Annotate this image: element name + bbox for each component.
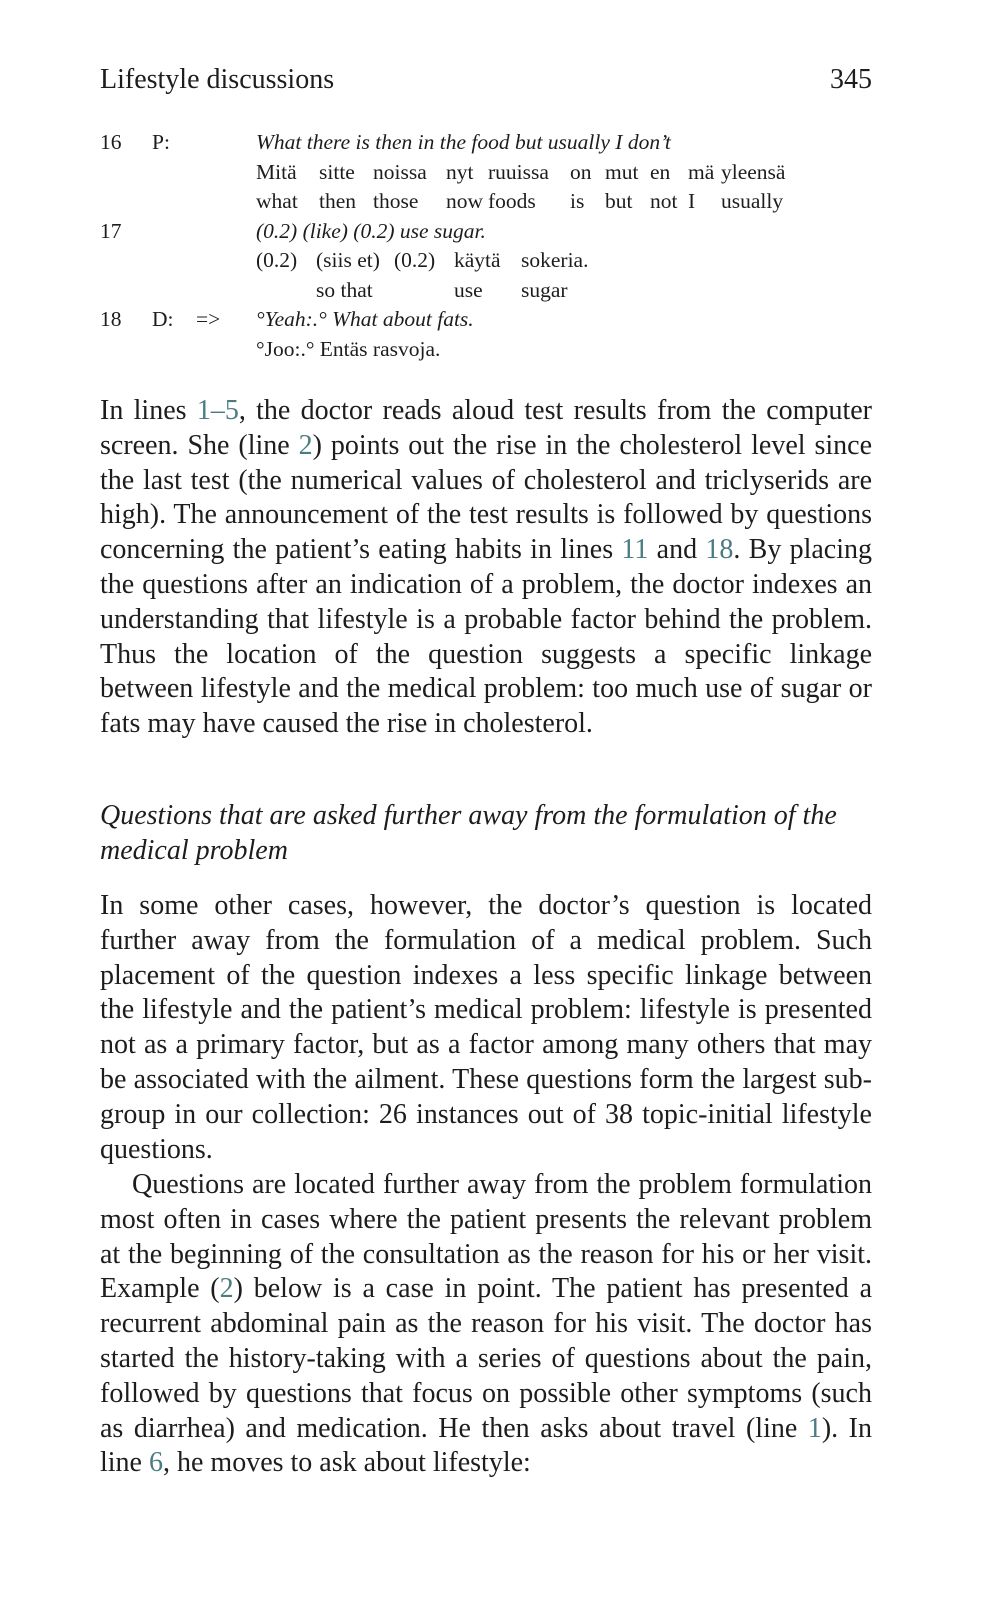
original-word: sokeria. xyxy=(521,248,589,272)
gloss-word: so that xyxy=(316,277,373,302)
gloss-word: now xyxy=(446,189,484,213)
gloss-word: usually xyxy=(721,189,784,213)
original-word: (0.2) xyxy=(256,248,298,272)
body-paragraph-2: In some other cases, however, the doctor’s question is located further away from the formulation of a medical problem. Such placement of the question indexes a less specific linkage between the lifestyle and the patient’s medical problem: lifestyle is presented not as a primary factor, but as a factor among many others that may be associated with the ailment. These questions form the largest subgroup in our collection: 26 instances out of 38 topic-initial lifestyle questions. xyxy=(100,890,872,1165)
speaker-label: P: xyxy=(152,130,170,154)
line-number: 18 xyxy=(100,307,122,331)
original-word: sitte xyxy=(319,159,355,184)
line-reference-link[interactable]: 2 xyxy=(298,429,313,461)
example-reference-link[interactable]: 2 xyxy=(219,1273,234,1305)
original-word: ruuissa xyxy=(488,159,549,184)
original-word: on xyxy=(570,159,592,184)
line-number: 16 xyxy=(100,130,122,154)
gloss-word: I xyxy=(688,189,696,213)
gloss-word: use xyxy=(454,277,483,302)
translation-text: What there is then in the food but usually I don’t xyxy=(256,130,671,154)
body-paragraph-3: Questions are located further away from the problem formulation most often in cases where the patient presents the relevant problem at the beginning of the consultation as the reason for his or her visit. Example (2) below is a case in point. The patient has presented a recurrent abdominal pain as the reason for his visit. The doctor has started the history-taking with a series of questions about the pain, followed by questions that focus on possible other symptoms (such as diarrhea) and medication. He then asks about travel (line 1). In line 6, he moves to ask about lifestyle: xyxy=(100,1169,872,1479)
original-word: käytä xyxy=(454,248,501,272)
line-reference-link[interactable]: 1 xyxy=(807,1412,822,1444)
arrow-marker: => xyxy=(196,307,221,331)
original-word: noissa xyxy=(373,159,427,184)
original-word: en xyxy=(650,159,671,184)
running-head xyxy=(100,62,872,98)
gloss-word: then xyxy=(319,189,357,213)
original-word: mut xyxy=(605,159,639,184)
original-word: Mitä xyxy=(256,159,297,184)
page-number: 345 xyxy=(830,64,872,95)
original-word: mä xyxy=(688,159,715,184)
gloss-word: those xyxy=(373,189,419,213)
translation-text: (0.2) (like) (0.2) use sugar. xyxy=(256,218,486,243)
line-reference-link[interactable]: 18 xyxy=(705,534,734,566)
gloss-word: is xyxy=(570,189,585,213)
running-head-title: Lifestyle discussions xyxy=(100,64,335,95)
original-word: yleensä xyxy=(721,159,786,184)
gloss-word: what xyxy=(256,189,298,213)
original-word: (0.2) xyxy=(394,248,436,272)
gloss-word: but xyxy=(605,189,633,213)
line-reference-link[interactable]: 6 xyxy=(149,1447,163,1479)
original-word: nyt xyxy=(446,159,474,184)
gloss-word: not xyxy=(650,189,678,213)
original-text: °Joo:.° Entäs rasvoja. xyxy=(256,336,441,361)
section-heading: Questions that are asked further away from the formulation of the medical problem xyxy=(100,800,837,866)
translation-text: °Yeah:.° What about fats. xyxy=(256,307,474,331)
original-word: (siis et) xyxy=(316,248,380,272)
line-number: 17 xyxy=(100,218,122,243)
line-reference-link[interactable]: 11 xyxy=(621,534,649,566)
gloss-word: sugar xyxy=(521,277,568,302)
body-paragraph-1: In lines 1–5, the doctor reads aloud test results from the computer screen. She (line 2) points out the rise in the cholesterol level since the last test (the numerical values of cholesterol and triclyserids are high). The announcement of the test results is followed by questions concerning the patient’s eating habits in lines 11 and 18. By placing the questions after an indication of a problem, the doctor indexes an understanding that lifestyle is a probable factor behind the problem. Thus the location of the question suggests a specific linkage between lifestyle and the medical problem: too much use of sugar or fats may have caused the rise in cholesterol. xyxy=(100,395,873,740)
line-reference-link[interactable]: 1–5 xyxy=(196,395,239,426)
speaker-label: D: xyxy=(152,307,174,331)
gloss-word: foods xyxy=(488,189,536,213)
